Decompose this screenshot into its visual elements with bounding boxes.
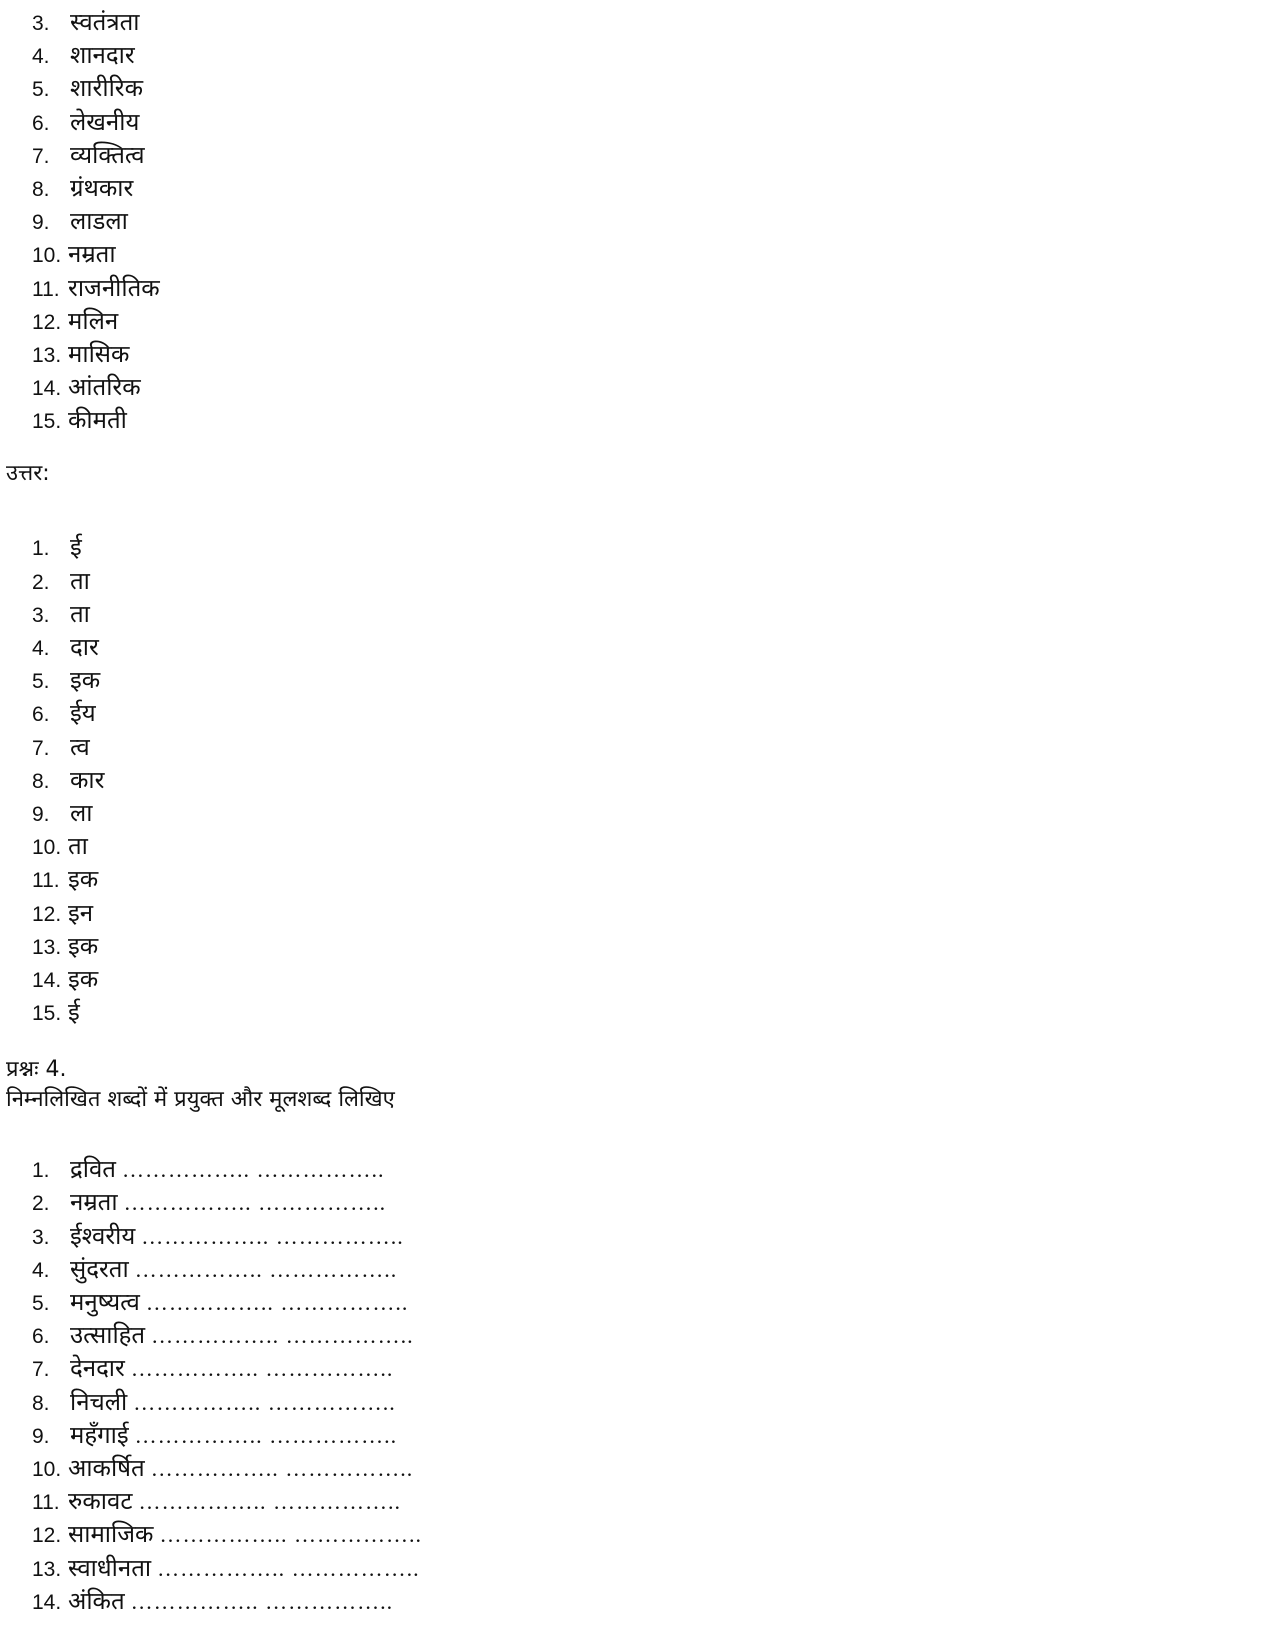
list-item — [32, 1253, 1275, 1286]
question-number: प्रश्नः 4. — [6, 1057, 67, 1083]
item-number: 14. — [32, 1590, 62, 1614]
item-word: त्व — [70, 732, 90, 761]
list-item — [32, 404, 1275, 437]
list-item — [32, 531, 1275, 564]
word-list — [6, 6, 1275, 437]
item-number: 8. — [32, 769, 50, 793]
list-item — [32, 72, 1275, 105]
item-number: 4. — [32, 637, 50, 660]
list-item — [32, 371, 1275, 404]
item-number: 9. — [32, 802, 50, 826]
item-number: 8. — [32, 177, 50, 201]
list-item — [32, 863, 1275, 896]
item-number: 1. — [32, 537, 50, 561]
item-number: 5. — [32, 1292, 50, 1315]
item-number: 6. — [32, 111, 50, 135]
question-instruction: निम्नलिखित शब्दों में प्रयुक्त और मूलशब्द लिखिए — [6, 1087, 395, 1113]
answer-heading: उत्तर: — [6, 461, 50, 487]
list-item — [32, 830, 1275, 863]
list-item — [32, 305, 1275, 338]
item-number: 3. — [32, 603, 50, 627]
item-word: ला — [70, 798, 93, 827]
item-word: स्वाधीनता — [68, 1553, 152, 1582]
list-item — [32, 1518, 1275, 1551]
item-word: मासिक — [68, 339, 130, 368]
item-number: 12. — [32, 310, 62, 334]
item-number: 4. — [32, 45, 50, 69]
answer-blank: …………….. …………….. — [130, 1356, 394, 1382]
item-word: मलिन — [68, 306, 119, 335]
item-word: सुंदरता — [70, 1254, 129, 1283]
item-number: 12. — [32, 902, 62, 926]
item-word: व्यक्तित्व — [70, 140, 145, 169]
item-number: 5. — [32, 78, 50, 102]
answer-blank: …………….. …………….. — [123, 1190, 387, 1216]
item-word: ता — [70, 566, 90, 595]
item-word: ई — [70, 533, 82, 562]
item-word: इक — [68, 931, 99, 960]
list-item — [32, 797, 1275, 830]
list-item — [32, 565, 1275, 598]
item-word: आंतरिक — [68, 373, 141, 402]
item-number: 12. — [32, 1524, 62, 1548]
item-number: 8. — [32, 1391, 50, 1415]
list-item — [32, 1585, 1275, 1618]
item-word: आकर्षित — [68, 1453, 145, 1482]
item-number: 13. — [32, 935, 62, 959]
answer-blank: …………….. …………….. — [133, 1389, 396, 1415]
item-word: नम्रता — [68, 240, 116, 269]
item-number: 11. — [32, 1491, 60, 1515]
item-number: 11. — [32, 869, 60, 893]
item-number: 15. — [32, 1002, 62, 1026]
item-number: 5. — [32, 670, 50, 694]
answer-blank: …………….. …………….. — [134, 1422, 398, 1448]
item-word: स्वतंत्रता — [70, 8, 140, 36]
list-item — [32, 731, 1275, 764]
item-number: 4. — [32, 1258, 50, 1282]
item-number: 2. — [32, 1192, 50, 1216]
answer-blank: …………….. …………….. — [141, 1223, 404, 1249]
list-item — [32, 39, 1275, 72]
item-word: उत्साहित — [70, 1321, 146, 1350]
item-word: कीमती — [68, 406, 127, 435]
item-word: निचली — [70, 1387, 128, 1416]
answer-blank: …………….. …………….. — [151, 1323, 414, 1349]
item-word: ई — [68, 998, 80, 1027]
list-item — [32, 106, 1275, 139]
item-word: देनदार — [70, 1354, 125, 1383]
item-number: 9. — [32, 1424, 50, 1448]
item-word: ता — [68, 832, 88, 861]
item-word: ता — [70, 599, 90, 628]
item-word: इक — [70, 666, 101, 695]
item-number: 1. — [32, 1159, 50, 1183]
item-number: 15. — [32, 410, 62, 434]
list-item — [32, 930, 1275, 963]
list-item — [32, 697, 1275, 730]
list-item — [32, 205, 1275, 238]
item-word: मनुष्यत्व — [70, 1288, 140, 1316]
item-word: द्रवित — [70, 1155, 116, 1184]
answer-blank: …………….. …………….. — [145, 1290, 409, 1315]
item-number: 2. — [32, 570, 50, 594]
item-word: महँगाई — [70, 1420, 129, 1449]
answer-blank: …………….. …………….. — [138, 1489, 401, 1515]
answer-blank: …………….. …………….. — [134, 1256, 398, 1282]
list-item — [32, 1319, 1275, 1352]
list-item — [32, 598, 1275, 631]
item-number: 9. — [32, 211, 50, 235]
item-number: 11. — [32, 277, 60, 301]
list-item — [32, 963, 1275, 996]
answer-blank: …………….. …………….. — [157, 1555, 420, 1581]
item-word: लाडला — [70, 207, 128, 236]
item-number: 3. — [32, 1225, 50, 1249]
item-number: 13. — [32, 343, 62, 367]
answer-blank: …………….. …………….. — [130, 1588, 394, 1614]
item-word: अंकित — [68, 1586, 125, 1615]
list-item — [32, 764, 1275, 797]
item-word: रुकावट — [68, 1487, 133, 1516]
item-word: ईश्वरीय — [70, 1221, 136, 1250]
item-word: सामाजिक — [68, 1520, 154, 1549]
list-item — [32, 1220, 1275, 1253]
list-item — [32, 1186, 1275, 1219]
list-item — [32, 664, 1275, 697]
item-word: लेखनीय — [70, 107, 140, 136]
list-item — [32, 338, 1275, 371]
item-number: 3. — [32, 12, 50, 35]
list-item — [32, 1352, 1275, 1385]
list-item — [32, 897, 1275, 930]
list-item — [32, 996, 1275, 1029]
item-word: नम्रता — [70, 1188, 118, 1217]
item-number: 10. — [32, 836, 62, 860]
item-word: ग्रंथकार — [70, 173, 134, 202]
list-item — [32, 1452, 1275, 1485]
item-word: दार — [70, 633, 99, 661]
item-number: 7. — [32, 1358, 50, 1382]
item-word: कार — [70, 765, 105, 794]
list-item — [32, 6, 1275, 39]
answer-blank: …………….. …………….. — [159, 1522, 422, 1548]
item-number: 7. — [32, 144, 50, 168]
item-word: राजनीतिक — [68, 273, 160, 302]
list-item — [32, 1153, 1275, 1186]
answer-blank: …………….. …………….. — [150, 1455, 414, 1481]
item-number: 7. — [32, 736, 50, 760]
list-item — [32, 1552, 1275, 1585]
list-item — [32, 1386, 1275, 1419]
item-word: इन — [68, 898, 94, 927]
list-item — [32, 139, 1275, 172]
item-number: 10. — [32, 244, 62, 268]
item-number: 6. — [32, 1325, 50, 1349]
list-item — [32, 1286, 1275, 1319]
list-item — [32, 631, 1275, 664]
item-number: 13. — [32, 1557, 62, 1581]
item-word: शारीरिक — [70, 74, 144, 103]
list-item — [32, 238, 1275, 271]
item-word: शानदार — [70, 41, 135, 70]
list-item — [32, 172, 1275, 205]
answer-blank: …………….. …………….. — [121, 1157, 385, 1183]
list-item — [32, 1485, 1275, 1518]
answer-list — [6, 531, 1275, 1029]
list-item — [32, 272, 1275, 305]
exercise-list — [6, 1153, 1275, 1618]
item-word: इक — [68, 964, 99, 993]
item-number: 6. — [32, 703, 50, 727]
item-number: 14. — [32, 968, 62, 992]
item-number: 14. — [32, 377, 62, 401]
item-word: इक — [68, 865, 99, 894]
list-item — [32, 1419, 1275, 1452]
item-word: ईय — [70, 699, 96, 728]
item-number: 10. — [32, 1457, 62, 1481]
